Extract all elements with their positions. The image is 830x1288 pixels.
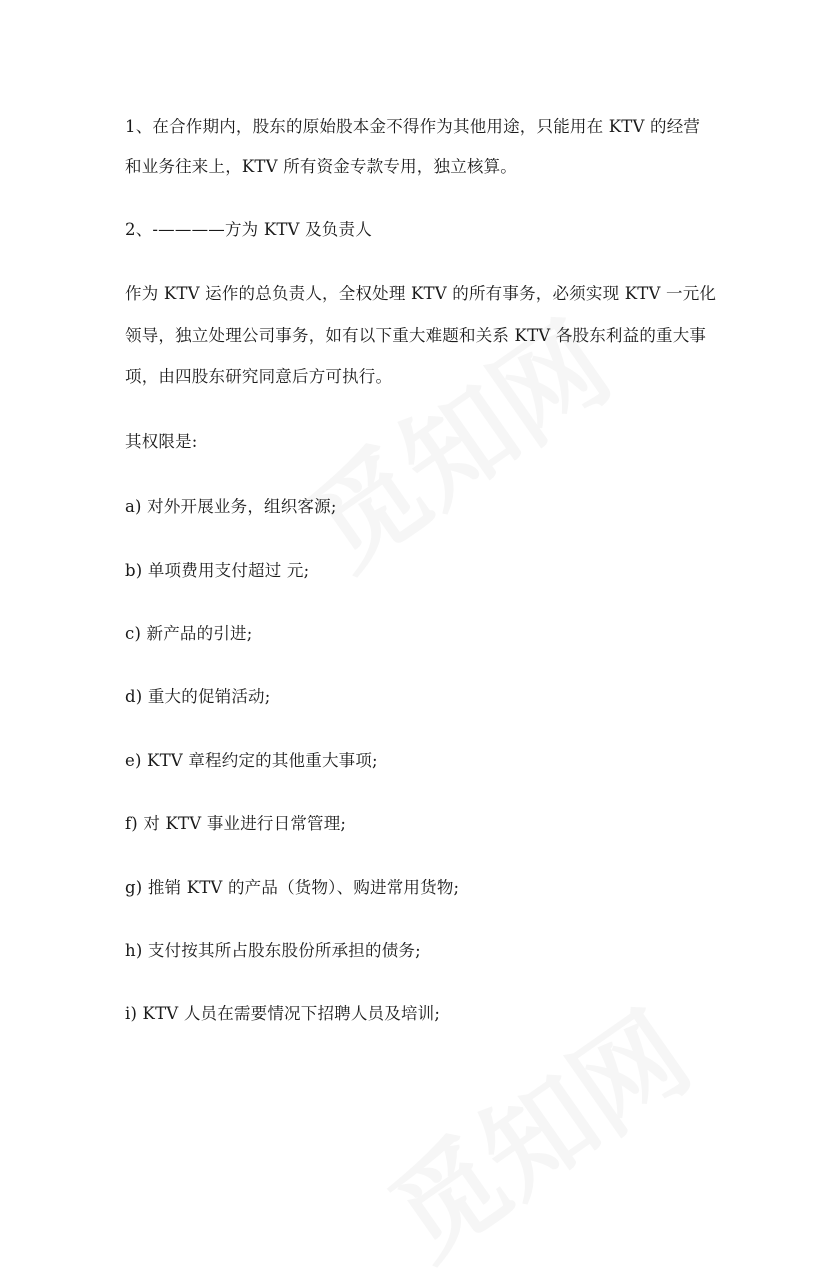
paragraph-1-line-2: 和业务往来上，KTV 所有资金专款专用，独立核算。	[125, 157, 517, 176]
paragraph-1-line-1: 1、在合作期内，股东的原始股本金不得作为其他用途，只能用在 KTV 的经营	[125, 117, 701, 136]
list-item-c: c) 新产品的引进;	[125, 624, 253, 643]
list-item-g: g) 推销 KTV 的产品（货物）、购进常用货物;	[125, 878, 460, 897]
list-item-b: b) 单项费用支付超过 元;	[125, 561, 310, 580]
list-item-e: e) KTV 章程约定的其他重大事项;	[125, 751, 378, 770]
list-item-i: i) KTV 人员在需要情况下招聘人员及培训;	[125, 1004, 441, 1023]
paragraph-3-line-2: 领导，独立处理公司事务，如有以下重大难题和关系 KTV 各股东利益的重大事	[125, 326, 707, 345]
paragraph-3-line-1: 作为 KTV 运作的总负责人，全权处理 KTV 的所有事务，必须实现 KTV 一元化	[125, 284, 717, 303]
list-item-a: a) 对外开展业务，组织客源;	[125, 497, 337, 516]
list-item-h: h) 支付按其所占股东股份所承担的债务;	[125, 941, 421, 960]
list-item-f: f) 对 KTV 事业进行日常管理;	[125, 814, 347, 833]
permissions-heading: 其权限是:	[125, 432, 198, 451]
paragraph-2: 2、-————方为 KTV 及负责人	[125, 220, 372, 239]
paragraph-3-line-3: 项，由四股东研究同意后方可执行。	[125, 367, 393, 386]
list-item-d: d) 重大的促销活动;	[125, 687, 271, 706]
